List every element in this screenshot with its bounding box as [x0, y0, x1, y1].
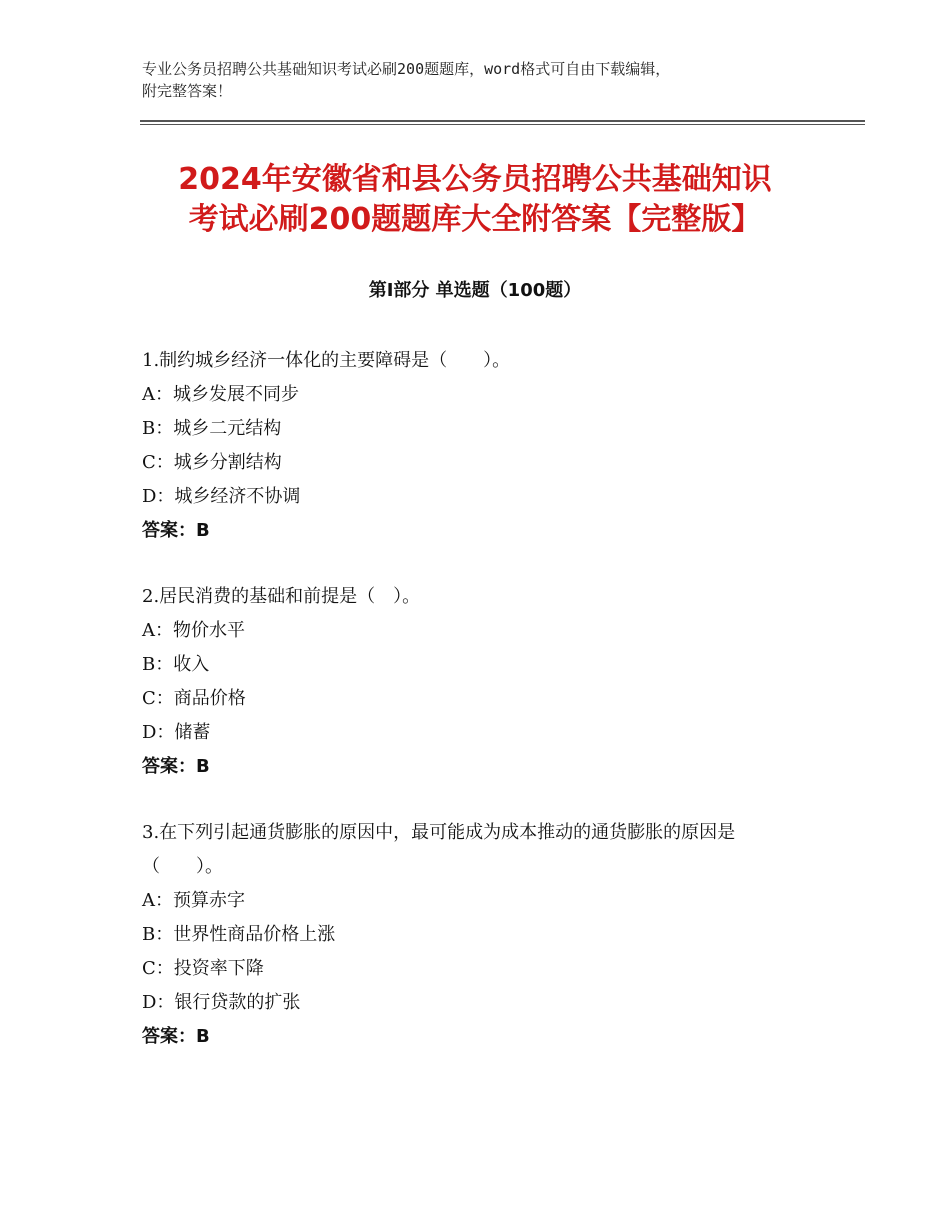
option-c: C：城乡分割结构: [142, 452, 282, 473]
document-title-line2: 考试必刷200题题库大全附答案【完整版】: [188, 202, 762, 237]
section-title: 第I部分 单选题（100题）: [368, 280, 582, 301]
option-b: B：城乡二元结构: [142, 418, 282, 439]
option-c: C：商品价格: [142, 688, 246, 709]
option-d: D：城乡经济不协调: [142, 486, 301, 507]
question-list: [142, 344, 812, 1086]
option-a: A：预算赤字: [142, 890, 245, 911]
header-note-line1: 专业公务员招聘公共基础知识考试必刷200题题库，word格式可自由下载编辑，: [142, 60, 671, 78]
option-d: D：银行贷款的扩张: [142, 992, 301, 1013]
document-title-line1: 2024年安徽省和县公务员招聘公共基础知识: [178, 162, 772, 197]
option-a: A：城乡发展不同步: [142, 384, 299, 405]
option-d: D：储蓄: [142, 722, 211, 743]
answer: 答案：B: [142, 756, 210, 777]
question-2: [142, 580, 812, 784]
question-stem: 1.制约城乡经济一体化的主要障碍是（ ）。: [142, 350, 511, 371]
header-note-line2: 附完整答案！: [142, 82, 233, 100]
question-stem: 3.在下列引起通货膨胀的原因中，最可能成为成本推动的通货膨胀的原因是（ ）。: [142, 822, 736, 877]
document-title: [100, 160, 850, 240]
header-note: [142, 58, 822, 102]
option-b: B：收入: [142, 654, 210, 675]
header-rule-thick: [140, 120, 865, 122]
option-c: C：投资率下降: [142, 958, 264, 979]
question-3: [142, 816, 812, 1054]
option-b: B：世界性商品价格上涨: [142, 924, 336, 945]
question-1: [142, 344, 812, 548]
option-a: A：物价水平: [142, 620, 245, 641]
header-rule-thin: [140, 124, 865, 125]
answer: 答案：B: [142, 1026, 210, 1047]
answer: 答案：B: [142, 520, 210, 541]
question-stem: 2.居民消费的基础和前提是（ ）。: [142, 586, 421, 607]
